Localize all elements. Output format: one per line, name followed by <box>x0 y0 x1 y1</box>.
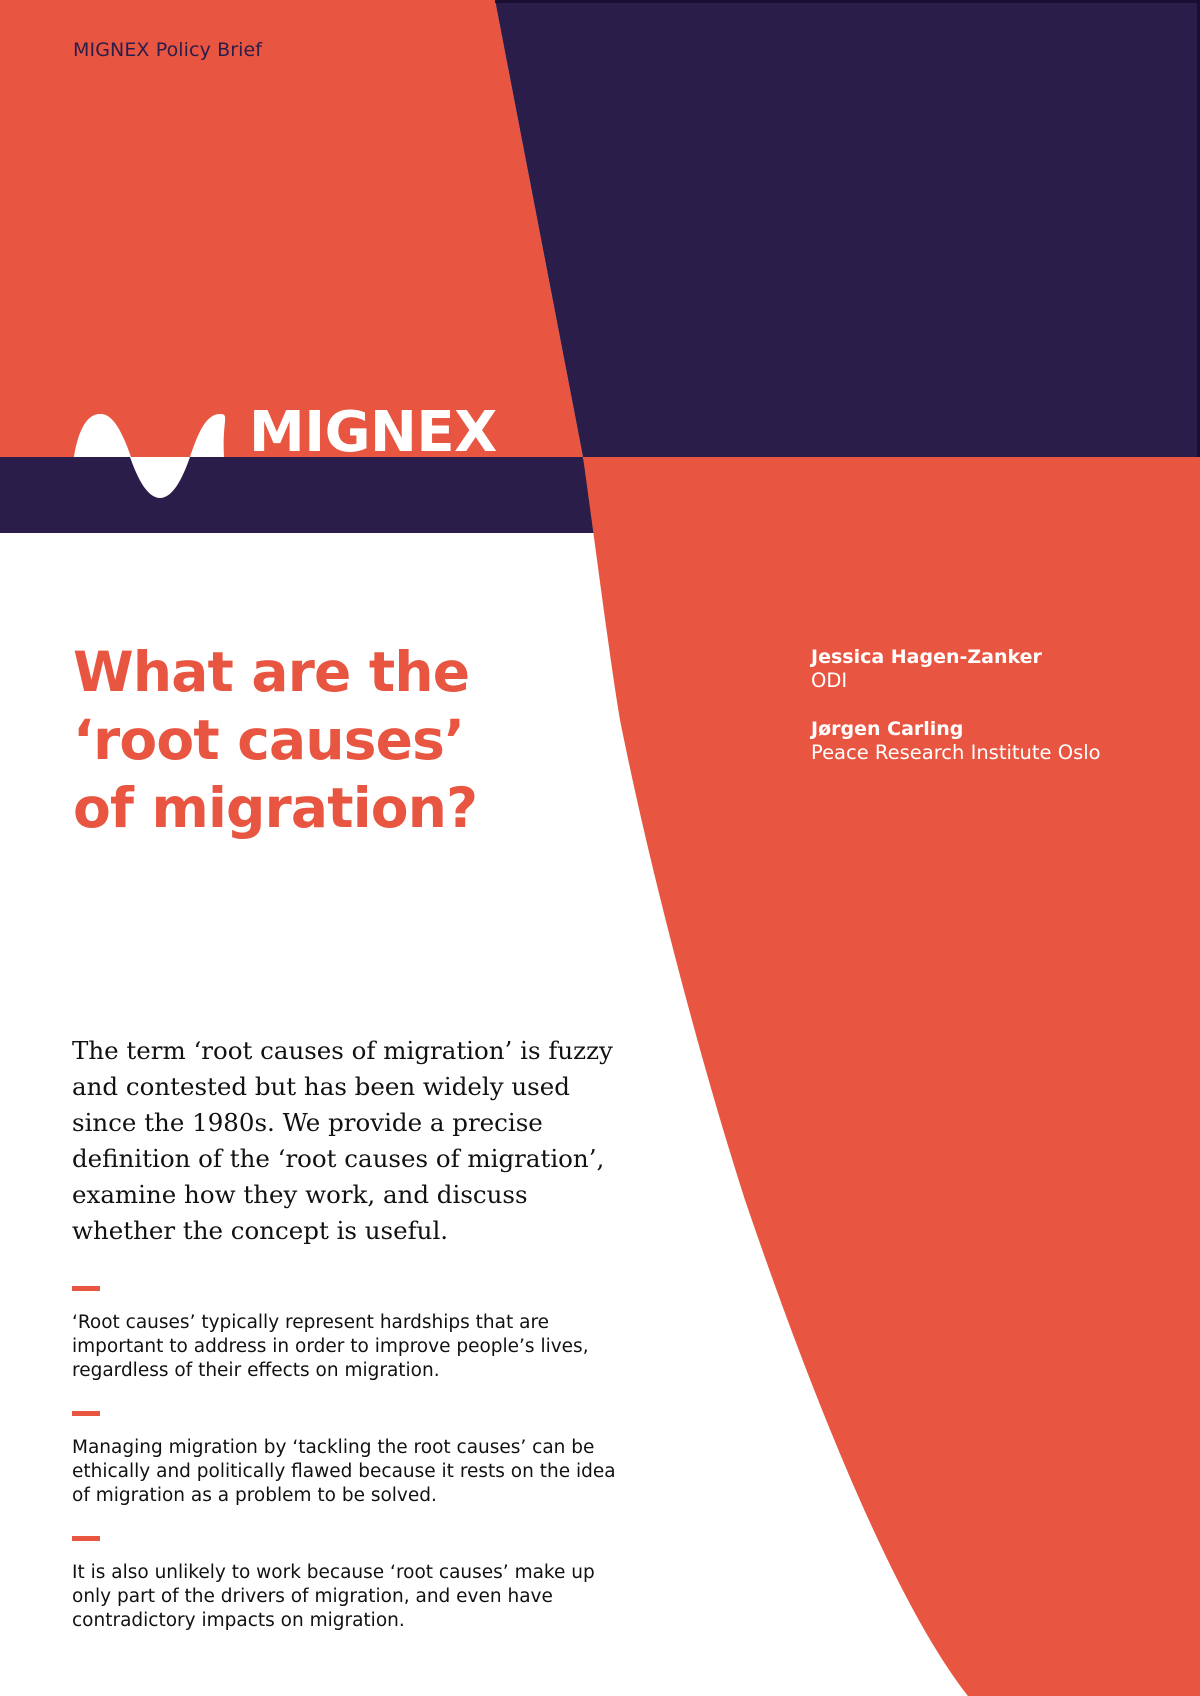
key-point-text: It is also unlikely to work because ‘root causes’ make up only part of the drivers of migration, and even have contradictory impacts on migration. <box>72 1562 595 1631</box>
top-navy-block <box>495 0 1200 457</box>
key-point-text: ‘Root causes’ typically represent hardships that are important to address in order to improve people’s lives, regardless of their effects on migration. <box>72 1312 589 1381</box>
author-name: Jessica Hagen-Zanker <box>811 646 1042 668</box>
key-point <box>72 1286 632 1383</box>
author-name: Jørgen Carling <box>811 718 964 740</box>
top-coral-block <box>0 0 583 457</box>
key-point-text: Managing migration by ‘tackling the root causes’ can be ethically and politically flawed because it rests on the idea of migration as a problem to be solved. <box>72 1437 616 1506</box>
title-line-3: of migration? <box>73 776 478 840</box>
title-line-2: ‘root causes’ <box>73 708 465 772</box>
author-affiliation: Peace Research Institute Oslo <box>811 741 1101 764</box>
dash-marker <box>72 1286 100 1291</box>
series-label: MIGNEX Policy Brief <box>73 39 263 61</box>
dash-marker <box>72 1536 100 1541</box>
key-point <box>72 1536 632 1633</box>
mignex-logo-wordmark: MIGNEX <box>249 400 497 457</box>
author-entry <box>811 717 1101 765</box>
authors-list <box>811 645 1101 789</box>
navy-band <box>0 457 597 533</box>
page-title <box>73 638 593 842</box>
key-points <box>72 1286 632 1661</box>
key-point <box>72 1411 632 1508</box>
author-entry <box>811 645 1101 693</box>
coral-curve-region <box>583 457 1200 1696</box>
title-line-1: What are the <box>73 640 470 704</box>
author-affiliation: ODI <box>811 669 848 692</box>
dash-marker <box>72 1411 100 1416</box>
summary-paragraph: The term ‘root causes of migration’ is fuzzy and contested but has been widely used since the 1980s. We provide a precise definition of the ‘root causes of migration’, examine how they work, and discuss whether the concept is useful. <box>72 1036 613 1245</box>
